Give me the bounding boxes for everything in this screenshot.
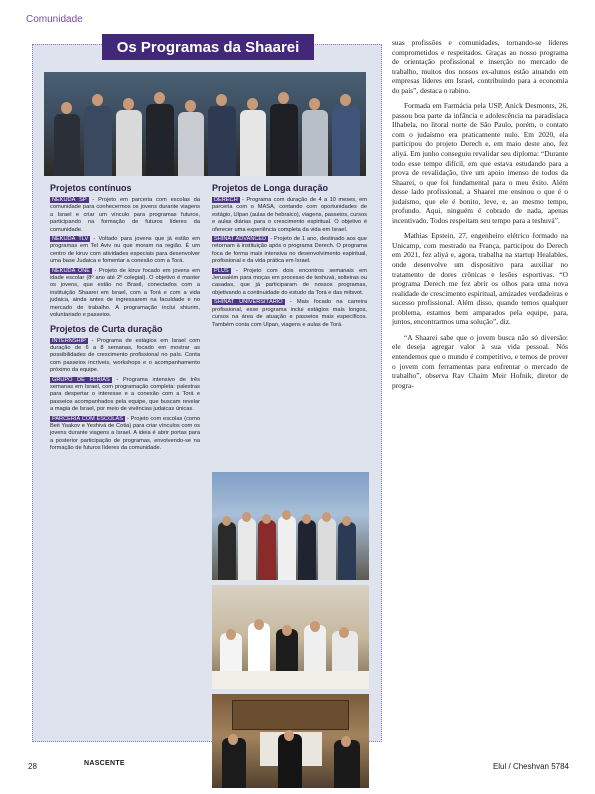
program-tag: NEKUDÁ ONE bbox=[52, 267, 90, 274]
program-item: SHINAT UNIVERSITÁRIO - Mais focado na carreira profissional, esse programa inclui estágios mais longos, cursos na área de atuação e passeios mais específicos. Também conta com Ulpan, viagens e aulas de Torá. bbox=[212, 299, 368, 328]
program-item: PARCERIA COM ESCOLAS - Projeto com escolas (como Beit Yaakov e Yeshivá de Cotia) para criar vínculos com os jovens durante viagens a Israel. A ideia é abrir portas para a posterior participação de programas, envolvendo-se na formação de futuros líderes da comunidade. bbox=[50, 415, 200, 452]
article-body bbox=[392, 38, 568, 396]
heading-short: Projetos de Curta duração bbox=[50, 323, 163, 334]
heading-long: Projetos de Longa duração bbox=[212, 183, 329, 193]
article-paragraph: Formada em Farmácia pela USP, Anick Desmonts, 26, passou boa parte da infância e adolescência na paradisíaca Ilhabela, no litoral norte de São Paulo, porém, o contato com o judaísmo era praticamente nulo. Em 2020, ela participou do projeto Derech e, em maio deste ano, fez aliyá. Em junho conseguiu revalidar seu diploma: “Durante todo esse tempo difícil, em que estava estudando para a prova de revalidação, tive um apoio imenso de todos da Shaarei, o que foi fundamental para o meu êxito. Além desse lado profissional, a Shaarei me ensinou o que é o judaísmo, que ele é bonito, leve, e, ao mesmo tempo, profundo. Aqui, ninguém é cobrado de nada, apenas incentivado. Todos respeitam seu tempo para a teshuvá”. bbox=[392, 101, 568, 225]
group-photo-outdoor bbox=[212, 472, 369, 580]
program-tag: SHINAT ADVANCED bbox=[214, 236, 267, 243]
program-item: NEKUDÁ TLV - Voltado para jovens que já estão em programas em Tel Aviv ou que moram na região. É um centro de kiruv com atividades especiais para desenvolver uma base Judaica e fomentar a conexão com a Torá. bbox=[50, 236, 200, 265]
program-tag: NEKUDÁ SP bbox=[52, 197, 87, 203]
program-item: NEKUDÁ ONE - Projeto de kiruv focado em jovens em idade escolar (8º ano até 2º colegial). O objetivo é manter os jovens, que estão no Brasil, conectados com a instituição Shaarei em Israel, com a Torá e com a vida judaica, ainda antes de ingressarem na faculdade e no mercado de trabalho. A programação inclui shiurim, voluntariado e passeios. bbox=[50, 267, 200, 319]
program-tag: DERECH bbox=[214, 197, 238, 203]
page-number: 28 bbox=[28, 762, 37, 771]
program-item: NEKUDÁ SP - Projeto em parceria com escolas da comunidade para conhecermos os jovens durante viagens a Israel e criar um vínculo para programas futuros, participando na formação de futuros líderes da comunidade. bbox=[50, 197, 201, 233]
program-item: INTERNSHIP - Programa de estágios em Israel com duração de 6 a 8 semanas, focado em mostrar as possibilidades de crescimento profissional no país. Conta com passeios incríveis, workshops e o acompanhamento próximo da equipe. bbox=[50, 337, 200, 374]
program-tag: GRUPO DE FÉRIAS bbox=[52, 376, 110, 383]
group-photo-night bbox=[44, 72, 366, 176]
program-item: DERECH - Programa com duração de 4 a 10 meses, em parceria com o MASA, contando com oportunidades de estágio, Ulpan (aulas de hebraico), viagens, passeios, cursos e aulas diárias para o crescimento espiritual. O objetivo é oferecer uma experiência completa da vida em Israel. bbox=[212, 197, 367, 233]
right-programs-column bbox=[212, 183, 367, 331]
program-item: SHINAT ADVANCED - Projeto de 1 ano, destinado aos que retornam à instituição após o programa Derech. O programa foca de forma mais intensiva no desenvolvimento espiritual, profissional e da vida prática em Israel. bbox=[212, 236, 367, 265]
program-tag: SHINAT UNIVERSITÁRIO bbox=[214, 299, 283, 306]
page-title: Os Programas da Shaarei bbox=[102, 34, 314, 60]
left-programs-column bbox=[50, 183, 200, 455]
group-photo-dinner bbox=[212, 585, 369, 689]
article-paragraph: Mathias Epstein, 27, engenheiro elétrico formado na Unicamp, com mestrado na França, participou do Derech em 2021, fez aliyá e, agora, trabalha na startup Healables, onde desenvolve um dispositivo para auxiliar no tratamento de dores crônicas e lesões esportivas. “O programa Derech me fez abrir os olhos para uma nova realidade de crescimento espiritual, amizades verdadeiras e sucesso profissional. Além disso, quando temos qualquer problema, estamos bem amparados pela equipe, para, juntos, encontrarmos uma solução”, diz. bbox=[392, 231, 568, 327]
article-paragraph: suas profissões e comunidades, tornando-se líderes comprometidos e respeitados. Graças ao nosso programa de orientação profissional e inserção no mercado de trabalho, muitos dos nossos ex-alunos estão atuando em empresas líderes em Israel, contribuindo para a economia do país”, destaca o rabino. bbox=[392, 38, 568, 95]
program-tag: INTERNSHIP bbox=[52, 337, 86, 344]
section-label: Comunidade bbox=[26, 14, 83, 25]
article-paragraph: “A Shaarei sabe que o jovem busca não só diversão: ele deseja agregar valor à sua vida pessoal. Nós entendemos que o mundo é competitivo, e temos de prover o jovem com ferramentas para enfrentar o mercado de trabalho”, observa Rav Chaim Meir Hofnik, diretor de progra- bbox=[392, 332, 568, 390]
study-room-photo bbox=[212, 694, 369, 788]
program-item: PLUS - Projeto com dois encontros semanais em Jerusalém para moças em processo de teshuvá, solteiras ou casadas, que já participaram de nossos programas, objetivando a continuidade do estudo da Torá e das mitsvot. bbox=[212, 267, 367, 296]
program-item: GRUPO DE FÉRIAS - Programa intensivo de três semanas em Israel, com programação completa: palestras para despertar o interesse e a conexão com a Torá e passeios acompanhados pela equipe, que buscam revelar a magia de Israel, por meio de vivências judaicas únicas. bbox=[50, 376, 200, 413]
magazine-logo: NASCENTE bbox=[84, 760, 125, 767]
issue-date: Elul / Cheshvan 5784 bbox=[492, 762, 569, 771]
heading-continuous: Projetos contínuos bbox=[50, 183, 132, 193]
program-tag: PLUS bbox=[214, 267, 229, 274]
program-tag: NEKUDÁ TLV bbox=[52, 236, 89, 243]
program-tag: PARCERIA COM ESCOLAS bbox=[52, 415, 123, 422]
